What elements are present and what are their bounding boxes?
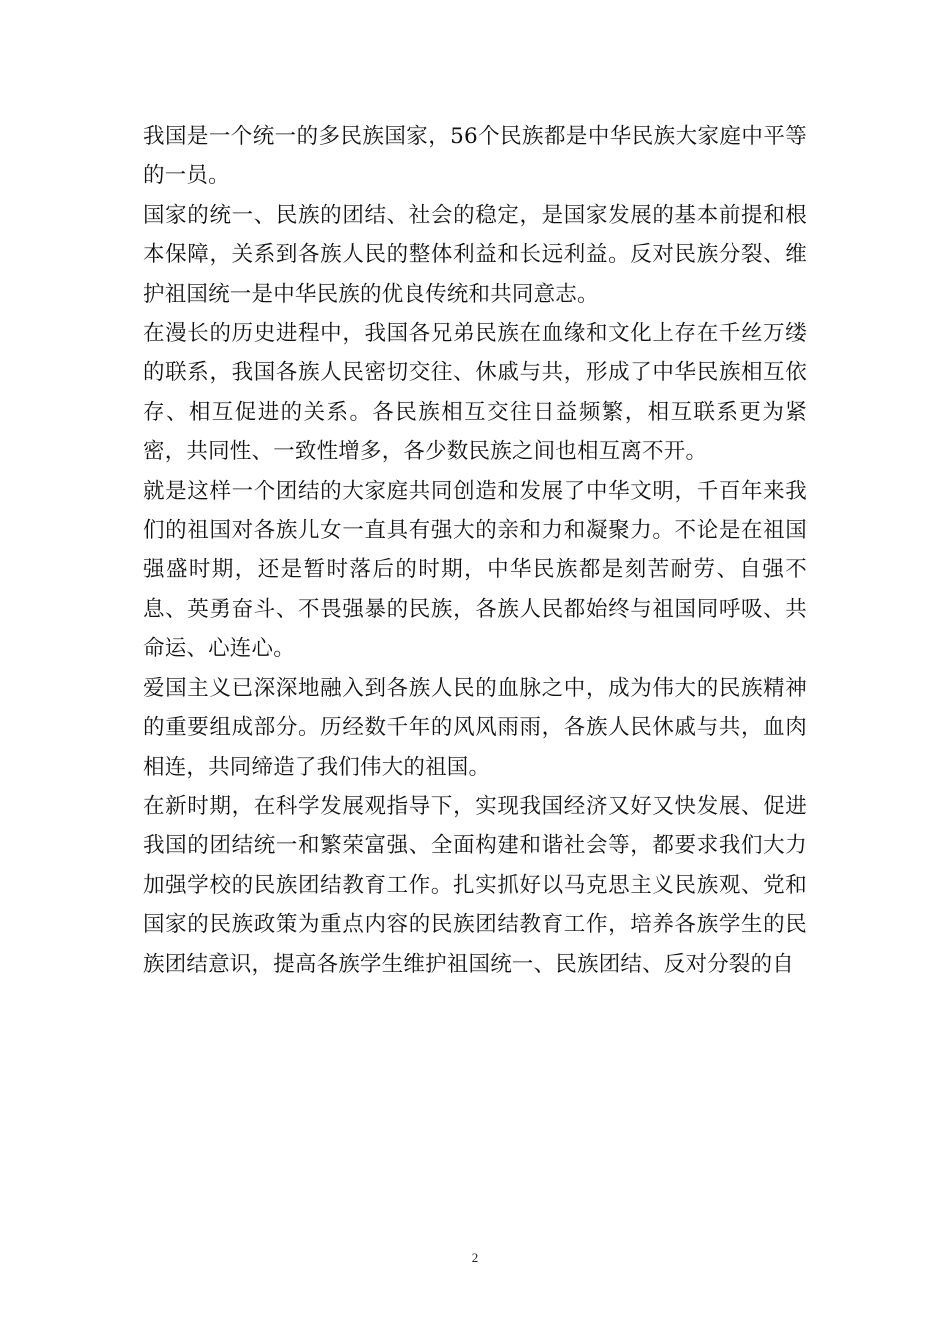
document-body	[143, 117, 807, 984]
paragraph-4: 就是这样一个团结的大家庭共同创造和发展了中华文明，千百年来我们的祖国对各族儿女一直具有强大的亲和力和凝聚力。不论是在祖国强盛时期，还是暂时落后的时期，中华民族都是刻苦耐劳、自强不息、英勇奋斗、不畏强暴的民族，各族人民都始终与祖国同呼吸、共命运、心连心。	[143, 478, 807, 662]
paragraph-3: 在漫长的历史进程中，我国各兄弟民族在血缘和文化上存在千丝万缕的联系，我国各族人民密切交往、休戚与共，形成了中华民族相互依存、相互促进的关系。各民族相互交往日益频繁，相互联系更为紧密，共同性、一致性增多，各少数民族之间也相互离不开。	[143, 321, 807, 465]
page-number: 2	[471, 1250, 479, 1265]
paragraph-1: 我国是一个统一的多民族国家，56个民族都是中华民族大家庭中平等的一员。	[143, 124, 807, 189]
paragraph-5: 爱国主义已深深地融入到各族人民的血脉之中，成为伟大的民族精神的重要组成部分。历经数千年的风风雨雨，各族人民休戚与共，血肉相连，共同缔造了我们伟大的祖国。	[143, 675, 807, 780]
paragraph-2: 国家的统一、民族的团结、社会的稳定，是国家发展的基本前提和根本保障，关系到各族人民的整体利益和长远利益。反对民族分裂、维护祖国统一是中华民族的优良传统和共同意志。	[143, 202, 807, 307]
paragraph-6: 在新时期，在科学发展观指导下，实现我国经济又好又快发展、促进我国的团结统一和繁荣富强、全面构建和谐社会等，都要求我们大力加强学校的民族团结教育工作。扎实抓好以马克思主义民族观、党和国家的民族政策为重点内容的民族团结教育工作，培养各族学生的民族团结意识，提高各族学生维护祖国统一、民族团结、反对分裂的自	[143, 793, 807, 977]
